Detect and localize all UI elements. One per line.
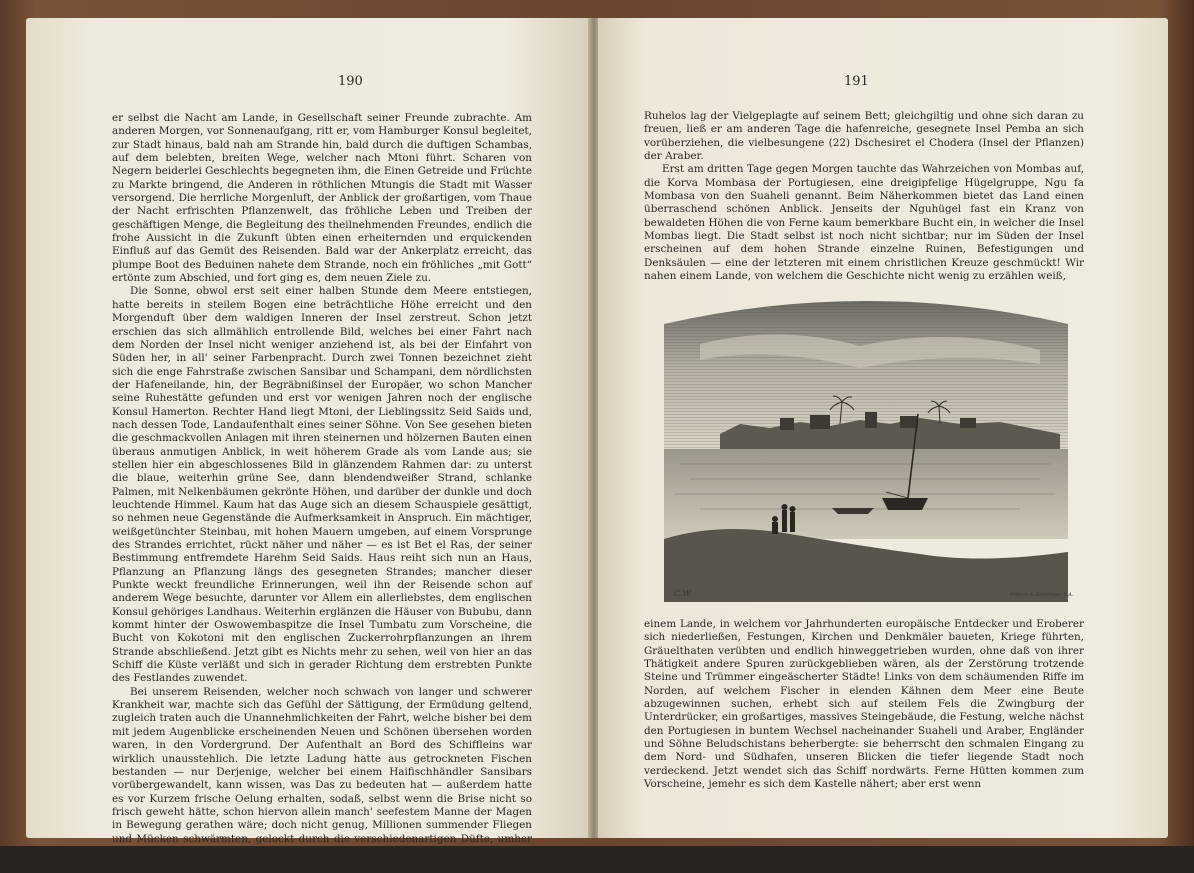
left-page-text [112,112,532,873]
paragraph: Bei unserem Reisenden, welcher noch schwach von langer und schwerer Krankheit war, machte sich das Gefühl der Sättigung, der Ermüdung geltend, zugleich traten auch die Unannehmlichkeiten der Fahrt, welche bisher bei dem mit jedem Augenblicke erscheinenden Neuen und Schönen übersehen worden waren, in den Vordergrund. Der Aufenthalt an Bord des Schiffleins war wirklich unausstehlich. Die letzte Ladung hatte aus getrockneten Fischen bestanden — nur Derjenige, welcher bei einem Haifischhändler Sansibars vorübergewandelt, kann wissen, was Das zu bedeuten hat — außerdem hatte es vor Kurzem frische Oelung erhalten, sodaß, selbst wenn die Brise nicht so frisch geweht hätte, schon hiervon allein manch' seefestem Manne der Magen in Bewegung gerathen wäre; doch nicht genug, Millionen summender Fliegen und Mücken schwärmten, gelockt durch die verschiedenartigen Düfte, umher und belästigten, Ruhe oder Nahrung suchend, den Müden auf das Unausstehlichste. [112,685,532,872]
engraving-signature-right: Fritsch & Kallmeyer X.A. [1010,592,1074,598]
paragraph: Die Sonne, obwol erst seit einer halben Stunde dem Meere entstiegen, hatte bereits in steilem Bogen eine beträchtliche Höhe erreicht und den Morgenduft über dem waldigen Inneren der Insel zerstreut. Schon jetzt erschien das sich allmählich entrollende Bild, welches bei einer Fahrt nach dem Norden der Insel nicht weniger anziehend ist, als bei der Einfahrt von Süden her, in all' seiner Farbenpracht. Durch zwei Tonnen bezeichnet zieht sich die enge Fahrstraße zwischen Sansibar und Schampani, dem nördlichsten der Hafeneilande, hin, der Begräbnißinsel der Europäer, wo schon Mancher seine Ruhestätte gefunden und erst vor wenigen Jahren noch der englische Konsul Hamerton. Rechter Hand liegt Mtoni, der Lieblingssitz Seid Saids und, nach dessen Tode, Landaufenthalt eines seiner Söhne. Von See gesehen bieten die geschmackvollen Anlagen mit ihren steinernen und hölzernen Bauten einen überaus anmutigen Anblick, in weit höherem Grade als vom Lande aus; sie stellen hier ein abgeschlossenes Bild in glänzendem Rahmen dar: zu unterst die blaue, weiterhin grüne See, dann blendendweißer Strand, schlanke Palmen, mit Nelkenbäumen gekrönte Höhen, und darüber der dunkle und doch leuchtende Himmel. Kaum hat das Auge sich an diesem Schauspiele gesättigt, so nehmen neue Gegenstände die Aufmerksamkeit in Anspruch. Ein mächtiger, weißgetünchter Steinbau, mit hohen Mauern umgeben, auf einem Vorsprunge des Strandes errichtet, rückt näher und näher — es ist Bet el Ras, der seiner Bestimmung entfremdete Harehm Seid Saids. Haus reiht sich nun an Haus, Pflanzung an Pflanzung längs des gesegneten Strandes; mancher dieser Punkte weckt freundliche Erinnerungen, weil ihn der Reisende schon auf anderem Wege besuchte, darunter vor Allem ein allerliebstes, dem englischen Konsul gehöriges Landhaus. Weiterhin erglänzen die Häuser von Bububu, dann kommt hinter der Oswowembaspitze die Insel Tumbatu zum Vorscheine, die Bucht von Kokotoni mit den englischen Zuckerrohrpflanzungen an ihrem Strande abschließend. Jetzt gibt es Nichts mehr zu sehen, weil von hier an das Schiff die Küste verläßt und sich in gerader Richtung dem erstrebten Punkte des Festlandes zuwendet. [112,285,532,685]
left-page [26,18,590,872]
page-number-left: 190 [338,74,363,89]
page-number-right: 191 [844,74,869,89]
engraving-signature-left: C.W. [674,589,692,598]
right-page [598,18,1168,838]
paragraph: er selbst die Nacht am Lande, in Gesellschaft seiner Freunde zubrachte. Am anderen Morgen, vor Sonnenaufgang, ritt er, vom Hamburger Konsul begleitet, zur Stadt hinaus, bald nah am Strande hin, bald durch die duftigen Schambas, auf dem belebten, breiten Wege, welcher nach Mtoni führt. Scharen von Negern beiderlei Geschlechts begegneten ihm, die Einen Getreide und Früchte zu Markte bringend, die Anderen in röthlichen Mtungis die Stadt mit Wasser versorgend. Die herrliche Morgenluft, der Anblick der großartigen, vom Thaue der Nacht erfrischten Pflanzenwelt, das fröhliche Leben und Treiben der geschäftigen Menge, die Begleitung des theilnehmenden Freundes, endlich die frohe Aussicht in die Zukunft übten einen erheiternden und erquickenden Einfluß auf das Gemüt des Reisenden. Bald war der Ankerplatz erreicht, das plumpe Boot des Beduinen nahete dem Strande, noch ein fröhliches „mit Gott“ ertönte zum Abschied, und fort ging es, dem neuen Ziele zu. [112,112,532,285]
right-page-text-bottom [644,618,1084,791]
right-page-text-top [644,110,1084,283]
engraving-illustration [660,284,1072,606]
paragraph: einem Lande, in welchem vor Jahrhunderten europäische Entdecker und Eroberer sich niederließen, Festungen, Kirchen und Denkmäler baueten, Kriege führten, Gräuelthaten verübten und endlich hinweggetrieben wurden, ohne daß von ihrer Thätigkeit andere Spuren zurückgeblieben wären, als der Zerstörung trotzende Steine und Trümmer eingeäscherter Städte! Links von dem schäumenden Riffe im Norden, auf welchem Fischer in elenden Kähnen dem Meer eine Beute abzugewinnen suchen, erhebt sich auf steilem Fels die Zwingburg der Unterdrücker, ein großartiges, massives Steingebäude, die Festung, welche nächst den Portugiesen in buntem Wechsel nacheinander Suaheli und Araber, Engländer und Söhne Beludschistans beherbergte: sie beherrscht den schmalen Eingang zu dem Nord- und Südhafen, unseren Blicken die tiefer liegende Stadt noch verdeckend. Jetzt wendet sich das Schiff nordwärts. Ferne Hütten kommen zum Vorscheine, jemehr es sich dem Kastelle nähert; aber erst wenn [644,618,1084,791]
paragraph: Erst am dritten Tage gegen Morgen tauchte das Wahrzeichen von Mombas auf, die Korva Mombasa der Portugiesen, eine dreigipfelige Hügelgruppe, Ngu fa Mombasa von den Suaheli genannt. Beim Näherkommen bietet das Land einen überraschend schönen Anblick. Jenseits der Nguhügel fast ein Kranz von bewaldeten Höhen die von Ferne kaum bemerkbare Bucht ein, in welcher die Insel Mombas liegt. Die Stadt selbst ist noch nicht sichtbar; nur im Süden der Insel erscheinen auf dem hohen Strande einzelne Ruinen, Befestigungen und Denksäulen — eine der letzteren mit einem christlichen Kreuze geschmückt! Wir nahen einem Lande, von welchem die Geschichte nicht wenig zu erzählen weiß, [644,163,1084,283]
paragraph: Ruhelos lag der Vielgeplagte auf seinem Bett; gleichgiltig und ohne sich daran zu freuen, ließ er am anderen Tage die hafenreiche, gesegnete Insel Pemba an sich vorüberziehen, die vielbesungene (22) Dschesiret el Chodera (Insel der Pflanzen) der Araber. [644,110,1084,163]
